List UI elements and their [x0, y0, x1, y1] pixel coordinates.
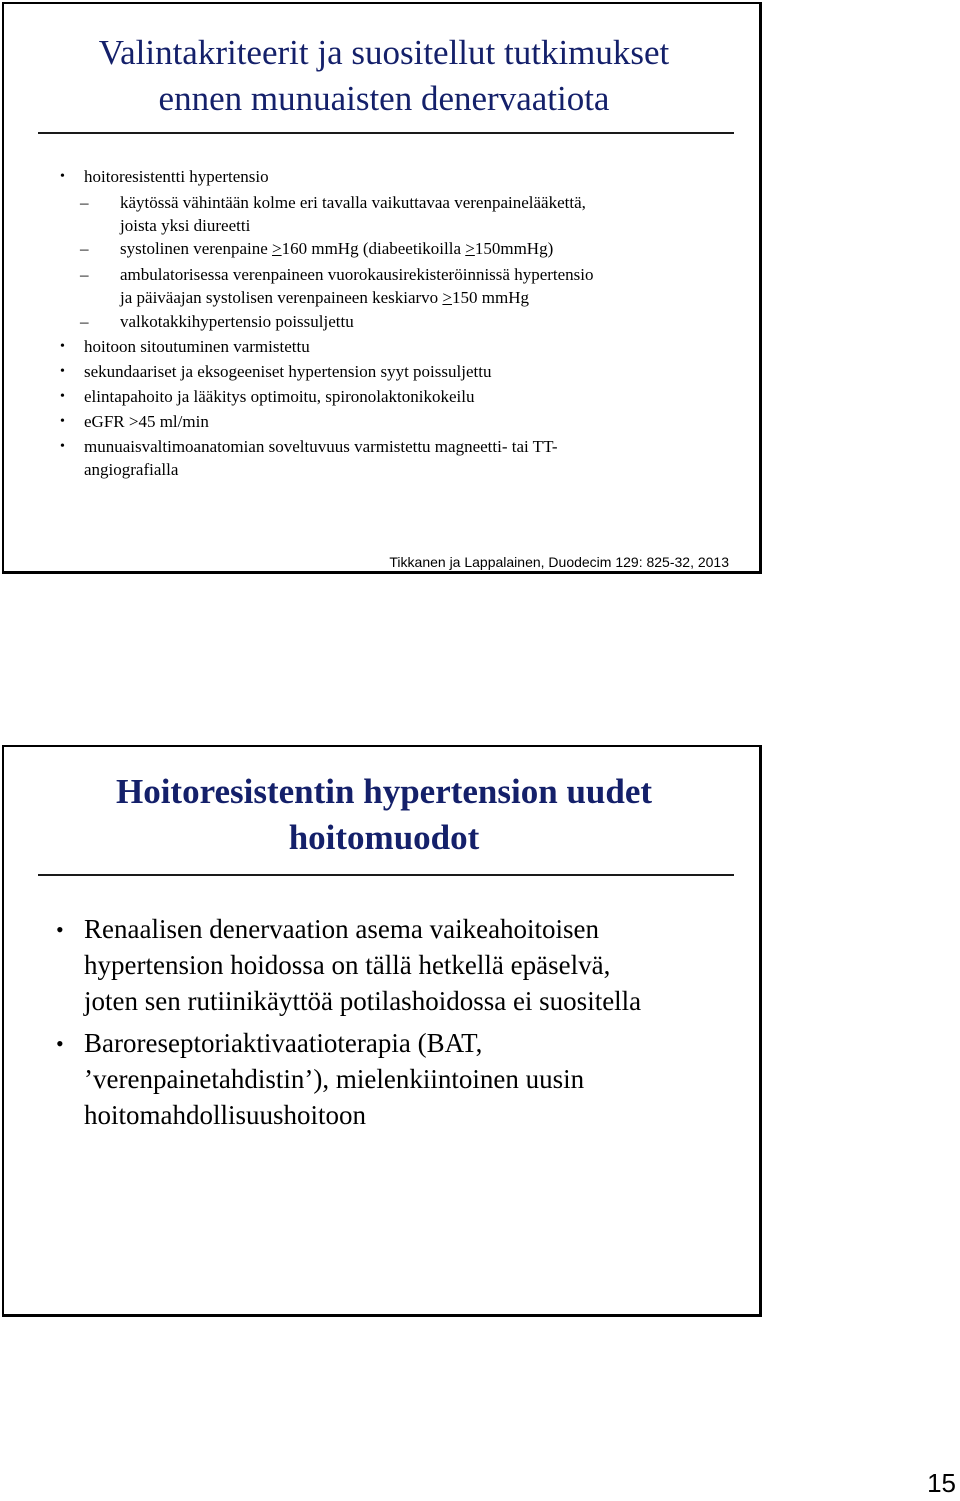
sub-list-item: [80, 237, 730, 260]
title-divider: [38, 132, 734, 134]
dash-icon: –: [80, 312, 89, 331]
list-item-text: joista yksi diureetti: [120, 216, 251, 235]
list-item: [60, 335, 724, 358]
slide-2-title-line-1: Hoitoresistentin hypertension uudet: [115, 772, 653, 811]
sub-list-item: [80, 310, 730, 333]
list-item: [60, 165, 724, 188]
list-item: [60, 385, 724, 408]
list-item-text: 150mmHg): [474, 239, 554, 258]
slide-2-title: [4, 769, 764, 861]
bullet-icon: •: [60, 339, 65, 354]
list-item-text: hoitoresistentti hypertensio: [84, 167, 269, 186]
underlined-symbol: >: [442, 288, 453, 307]
bullet-icon: •: [60, 439, 65, 454]
sub-list-item: [80, 263, 730, 309]
underlined-symbol: >: [465, 239, 475, 258]
list-item: [60, 410, 724, 433]
list-item-text: valkotakkihypertensio poissuljettu: [120, 312, 354, 331]
dash-icon: –: [80, 193, 89, 212]
slide-1-title: [4, 30, 764, 122]
slide-2-title-line-2: hoitomuodot: [288, 818, 480, 857]
list-item: [60, 360, 724, 383]
list-item-text: ja päiväajan systolisen verenpaineen keskiarvo: [120, 288, 443, 307]
dash-icon: –: [80, 239, 89, 258]
list-item-text: systolinen verenpaine: [120, 239, 273, 258]
list-item-text: sekundaariset ja eksogeeniset hypertension syyt poissuljettu: [84, 362, 492, 381]
sub-list-item: [80, 191, 730, 237]
list-item-text: Renaalisen denervaation asema vaikeahoitoisen: [84, 914, 600, 944]
bullet-icon: •: [56, 1031, 64, 1056]
bullet-icon: •: [60, 389, 65, 404]
slide-1-title-line-2: ennen munuaisten denervaatiota: [158, 79, 610, 118]
list-item-text: munuaisvaltimoanatomian soveltuvuus varmistettu magneetti- tai TT-: [84, 437, 558, 456]
list-item: [56, 1025, 734, 1133]
slide-1-title-line-1: Valintakriteerit ja suositellut tutkimukset: [98, 33, 670, 72]
list-item-text: hoitoon sitoutuminen varmistettu: [84, 337, 310, 356]
list-item-text: joten sen rutiinikäyttöä potilashoidossa ei suositella: [84, 986, 642, 1016]
bullet-icon: •: [56, 917, 64, 942]
list-item-text: hoitomahdollisuushoitoon: [84, 1100, 367, 1130]
citation: Tikkanen ja Lappalainen, Duodecim 129: 825-32, 2013: [389, 554, 729, 570]
list-item-text: 150 mmHg: [452, 288, 529, 307]
list-item-text: käytössä vähintään kolme eri tavalla vaikuttavaa verenpainelääkettä,: [120, 193, 586, 212]
title-divider: [38, 874, 734, 876]
underlined-symbol: >: [272, 239, 282, 258]
list-item-text: elintapahoito ja lääkitys optimoitu, spironolaktonikokeilu: [84, 387, 475, 406]
bullet-icon: •: [60, 169, 65, 184]
list-item-text: ’verenpainetahdistin’), mielenkiintoinen uusin: [84, 1064, 585, 1094]
list-item: [56, 911, 734, 1019]
bullet-icon: •: [60, 414, 65, 429]
list-item-text: ambulatorisessa verenpaineen vuorokausirekisteröinnissä hypertensio: [120, 265, 594, 284]
slide-1: [2, 2, 762, 574]
bullet-icon: •: [60, 364, 65, 379]
list-item-text: Baroreseptoriaktivaatioterapia (BAT,: [84, 1028, 483, 1058]
dash-icon: –: [80, 265, 89, 284]
list-item-text: hypertension hoidossa on tällä hetkellä epäselvä,: [84, 950, 611, 980]
list-item-text: eGFR >45 ml/min: [84, 412, 209, 431]
page-number: 15: [927, 1468, 956, 1498]
list-item-text: angiografialla: [84, 460, 179, 479]
list-item: [60, 435, 724, 481]
list-item-text: 160 mmHg (diabeetikoilla: [281, 239, 466, 258]
slide-2: [2, 745, 762, 1317]
